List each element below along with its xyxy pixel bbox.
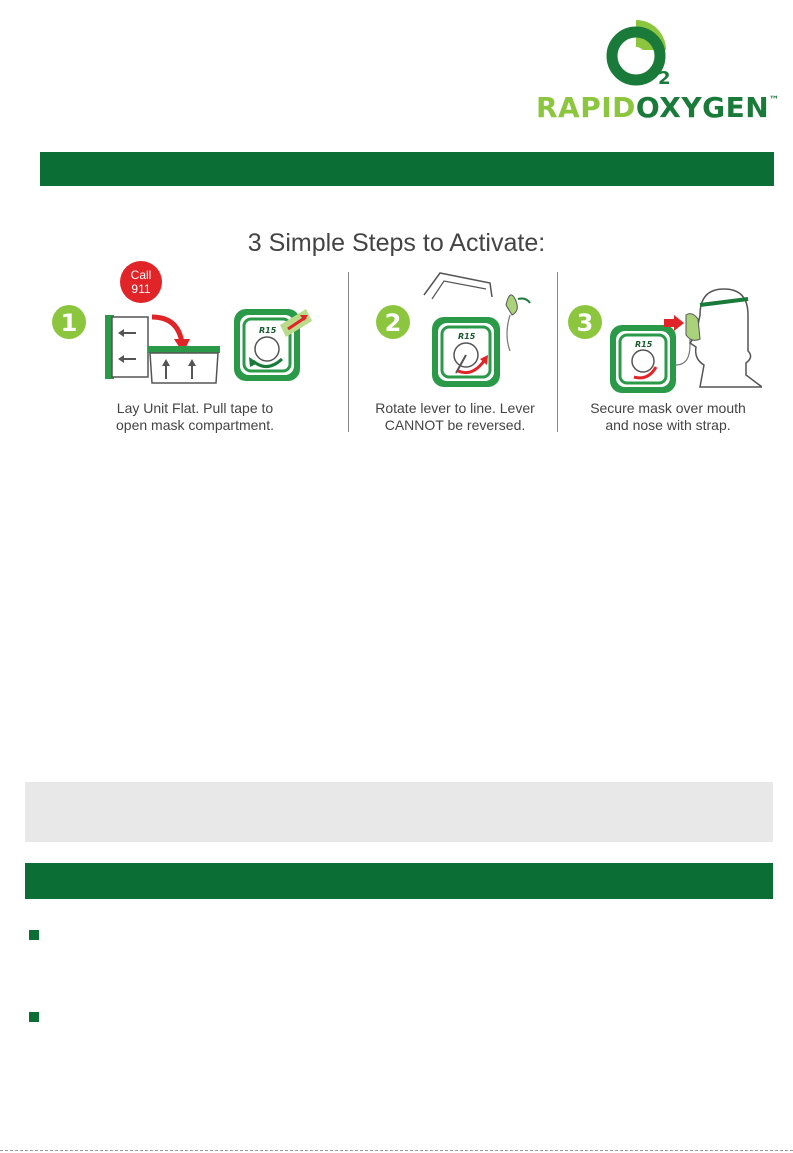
steps-title: 3 Simple Steps to Activate: [247, 229, 546, 257]
step-2-caption: Rotate lever to line. Lever CANNOT be reversed. [375, 400, 535, 433]
svg-text:R15: R15 [259, 326, 277, 335]
brand-wordmark: RAPIDOXYGEN™ [536, 91, 780, 124]
step-3-illustration [568, 289, 762, 393]
svg-text:3: 3 [576, 309, 594, 337]
bullet-square-icon [29, 1012, 39, 1022]
brand-logo [536, 18, 780, 128]
step-divider [557, 272, 558, 432]
section-header-bar [40, 152, 774, 186]
svg-text:2: 2 [658, 68, 671, 89]
page-bottom-border [0, 1150, 793, 1151]
svg-text:R15: R15 [635, 340, 653, 349]
o2-logo-icon [536, 18, 766, 90]
step-1-illustration [52, 261, 312, 383]
step-divider [348, 272, 349, 432]
step-1-caption: Lay Unit Flat. Pull tape to open mask compartment. [116, 400, 274, 433]
step-2-illustration [376, 273, 530, 387]
svg-text:2: 2 [384, 309, 402, 337]
svg-text:1: 1 [60, 309, 78, 337]
step-3-caption: Secure mask over mouth and nose with strap. [590, 400, 746, 433]
section-header-bar-2 [25, 863, 773, 899]
svg-text:R15: R15 [458, 332, 476, 341]
svg-text:Call: Call [130, 268, 152, 282]
bullet-square-icon [29, 930, 39, 940]
notice-box [25, 782, 773, 842]
svg-text:911: 911 [131, 282, 151, 296]
